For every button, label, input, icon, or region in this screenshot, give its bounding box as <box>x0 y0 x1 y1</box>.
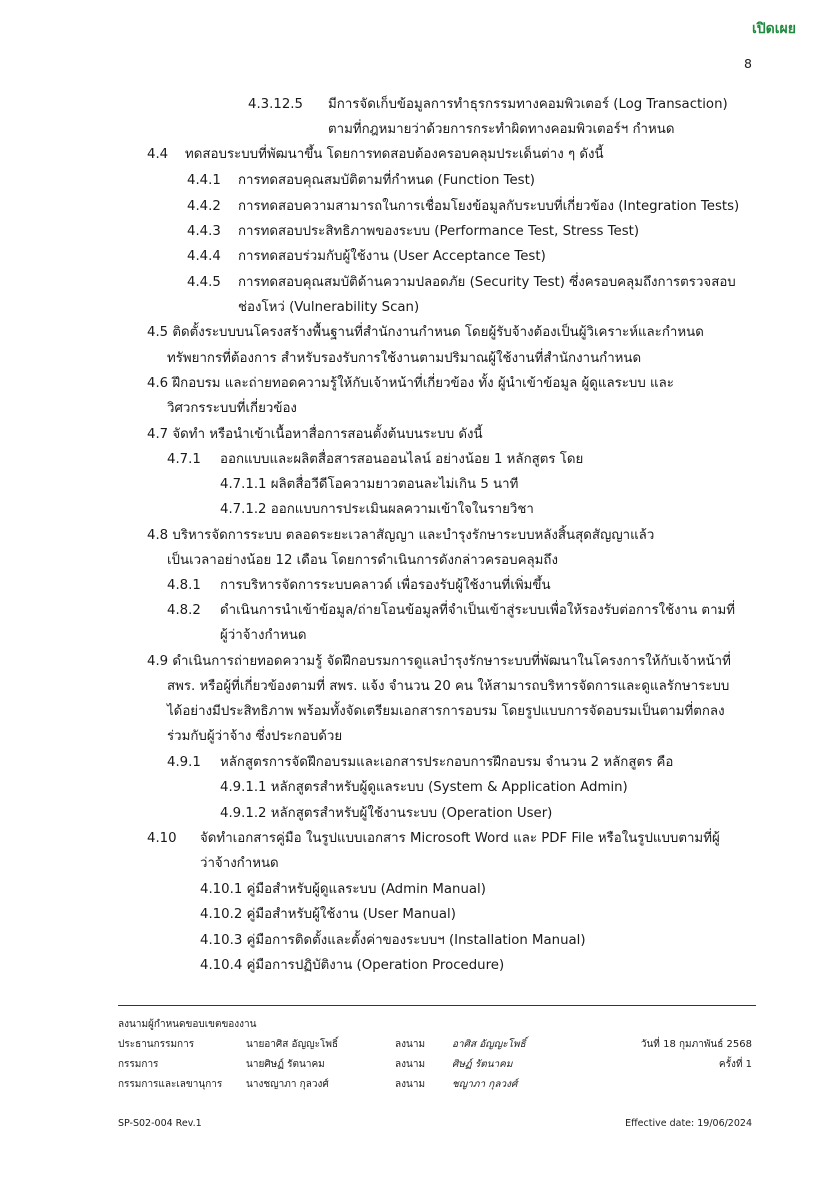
paragraph-line: ผู้ว่าจ้างกำหนด <box>220 628 307 643</box>
paragraph-line: ช่องโหว่ (Vulnerability Scan) <box>238 300 420 315</box>
item-number: 4.4 <box>147 147 169 162</box>
paragraph-line: 4.8 บริหารจัดการระบบ ตลอดระยะเวลาสัญญา และบำรุงรักษาระบบหลังสิ้นสุดสัญญาแล้ว <box>147 528 655 543</box>
paragraph-line: ทดสอบระบบที่พัฒนาขึ้น โดยการทดสอบต้องครอบคลุมประเด็นต่าง ๆ ดังนี้ <box>185 147 604 162</box>
signer-role: กรรมการ <box>118 1059 159 1070</box>
footer-divider <box>118 1005 756 1006</box>
paragraph-line: สพร. หรือผู้ที่เกี่ยวข้องตามที่ สพร. แจ้ง จำนวน 20 คน ให้สามารถบริหารจัดการและดูแลรักษาระบบ <box>167 679 730 694</box>
paragraph-line: 4.10.4 คู่มือการปฏิบัติงาน (Operation Procedure) <box>200 958 505 973</box>
paragraph-line: 4.7 จัดทำ หรือนำเข้าเนื้อหาสื่อการสอนตั้งต้นบนระบบ ดังนี้ <box>147 427 483 442</box>
signature-heading: ลงนามผู้กำหนดขอบเขตของงาน <box>118 1019 257 1030</box>
sign-label: ลงนาม <box>395 1059 426 1070</box>
effective-date: Effective date: 19/06/2024 <box>625 1118 752 1129</box>
sign-date: วันที่ 18 กุมภาพันธ์ 2568 <box>640 1039 752 1050</box>
paragraph-line: 4.7.1.1 ผลิตสื่อวีดีโอความยาวตอนละไม่เกิน 5 นาที <box>220 477 519 492</box>
paragraph-line: การทดสอบคุณสมบัติตามที่กำหนด (Function Test) <box>238 173 535 188</box>
item-number: 4.10 <box>147 831 177 846</box>
paragraph-line: 4.10.1 คู่มือสำหรับผู้ดูแลระบบ (Admin Manual) <box>200 882 486 897</box>
paragraph-line: หลักสูตรการจัดฝึกอบรมและเอกสารประกอบการฝึกอบรม จำนวน 2 หลักสูตร คือ <box>220 755 674 770</box>
paragraph-line: 4.10.3 คู่มือการติดตั้งและตั้งค่าของระบบฯ (Installation Manual) <box>200 933 586 948</box>
item-number: 4.4.3 <box>187 224 221 239</box>
classification-label: เปิดเผย <box>752 21 796 37</box>
paragraph-line: การทดสอบคุณสมบัติด้านความปลอดภัย (Security Test) ซึ่งครอบคลุมถึงการตรวจสอบ <box>238 275 736 290</box>
item-number: 4.3.12.5 <box>248 97 303 112</box>
paragraph-line: การทดสอบความสามารถในการเชื่อมโยงข้อมูลกับระบบที่เกี่ยวข้อง (Integration Tests) <box>238 199 740 214</box>
doc-code: SP-S02-004 Rev.1 <box>118 1118 202 1129</box>
paragraph-line: ตามที่กฎหมายว่าด้วยการกระทำผิดทางคอมพิวเตอร์ฯ กำหนด <box>328 122 675 137</box>
page-number: 8 <box>744 56 752 71</box>
item-number: 4.8.1 <box>167 578 201 593</box>
signer-name: นายอาศิส อัญญะโพธิ์ <box>246 1039 339 1050</box>
paragraph-line: วิศวกรระบบที่เกี่ยวข้อง <box>167 401 297 416</box>
sign-label: ลงนาม <box>395 1079 426 1090</box>
sign-label: ลงนาม <box>395 1039 426 1050</box>
paragraph-line: ดำเนินการนำเข้าข้อมูล/ถ่ายโอนข้อมูลที่จำเป็นเข้าสู่ระบบเพื่อให้รองรับต่อการใช้งาน ตามที่ <box>220 603 736 618</box>
paragraph-line: ได้อย่างมีประสิทธิภาพ พร้อมทั้งจัดเตรียมเอกสารการอบรม โดยรูปแบบการจัดอบรมเป็นตามที่ตกลง <box>167 704 725 719</box>
signer-name: นางชญาภา กุลวงศ์ <box>246 1079 329 1090</box>
paragraph-line: 4.5 ติดตั้งระบบบนโครงสร้างพื้นฐานที่สำนักงานกำหนด โดยผู้รับจ้างต้องเป็นผู้วิเคราะห์และกำหนด <box>147 325 704 340</box>
signature: อาศิส อัญญะโพธิ์ <box>452 1039 526 1050</box>
paragraph-line: ทรัพยากรที่ต้องการ สำหรับรองรับการใช้งานตามปริมาณผู้ใช้งานที่สำนักงานกำหนด <box>167 351 642 366</box>
paragraph-line: 4.9.1.2 หลักสูตรสำหรับผู้ใช้งานระบบ (Operation User) <box>220 806 553 821</box>
paragraph-line: 4.6 ฝึกอบรม และถ่ายทอดความรู้ให้กับเจ้าหน้าที่เกี่ยวข้อง ทั้ง ผู้นำเข้าข้อมูล ผู้ดูแลระบบ และ <box>147 376 674 391</box>
signer-name: นายศิษฏ์ รัตนาคม <box>246 1059 325 1070</box>
item-number: 4.4.5 <box>187 275 221 290</box>
paragraph-line: ออกแบบและผลิตสื่อสารสอนออนไลน์ อย่างน้อย 1 หลักสูตร โดย <box>220 452 584 467</box>
paragraph-line: 4.9 ดำเนินการถ่ายทอดความรู้ จัดฝึกอบรมการดูแลบำรุงรักษาระบบที่พัฒนาในโครงการให้กับเจ้าหน้าที่ <box>147 654 731 669</box>
paragraph-line: ว่าจ้างกำหนด <box>200 856 279 871</box>
item-number: 4.7.1 <box>167 452 201 467</box>
item-number: 4.9.1 <box>167 755 201 770</box>
item-number: 4.4.2 <box>187 199 221 214</box>
signature: ศิษฏ์ รัตนาคม <box>452 1059 513 1070</box>
signature: ชญาภา กุลวงศ์ <box>452 1079 518 1090</box>
signer-role: ประธานกรรมการ <box>118 1039 195 1050</box>
item-number: 4.8.2 <box>167 603 201 618</box>
paragraph-line: เป็นเวลาอย่างน้อย 12 เดือน โดยการดำเนินการดังกล่าวครอบคลุมถึง <box>167 553 558 568</box>
paragraph-line: ร่วมกับผู้ว่าจ้าง ซึ่งประกอบด้วย <box>167 729 343 744</box>
paragraph-line: การบริหารจัดการระบบคลาวด์ เพื่อรองรับผู้ใช้งานที่เพิ่มขึ้น <box>220 578 551 593</box>
signer-role: กรรมการและเลขานุการ <box>118 1079 223 1090</box>
revision-count: ครั้งที่ 1 <box>718 1059 752 1070</box>
paragraph-line: จัดทำเอกสารคู่มือ ในรูปแบบเอกสาร Microsoft Word และ PDF File หรือในรูปแบบตามที่ผู้ <box>200 831 720 846</box>
paragraph-line: 4.10.2 คู่มือสำหรับผู้ใช้งาน (User Manual) <box>200 907 456 922</box>
paragraph-line: การทดสอบประสิทธิภาพของระบบ (Performance Test, Stress Test) <box>238 224 640 239</box>
paragraph-line: 4.9.1.1 หลักสูตรสำหรับผู้ดูแลระบบ (System & Application Admin) <box>220 780 628 795</box>
item-number: 4.4.4 <box>187 249 221 264</box>
paragraph-line: 4.7.1.2 ออกแบบการประเมินผลความเข้าใจในรายวิชา <box>220 502 534 517</box>
paragraph-line: การทดสอบร่วมกับผู้ใช้งาน (User Acceptance Test) <box>238 249 546 264</box>
paragraph-line: มีการจัดเก็บข้อมูลการทำธุรกรรมทางคอมพิวเตอร์ (Log Transaction) <box>328 97 728 112</box>
item-number: 4.4.1 <box>187 173 221 188</box>
